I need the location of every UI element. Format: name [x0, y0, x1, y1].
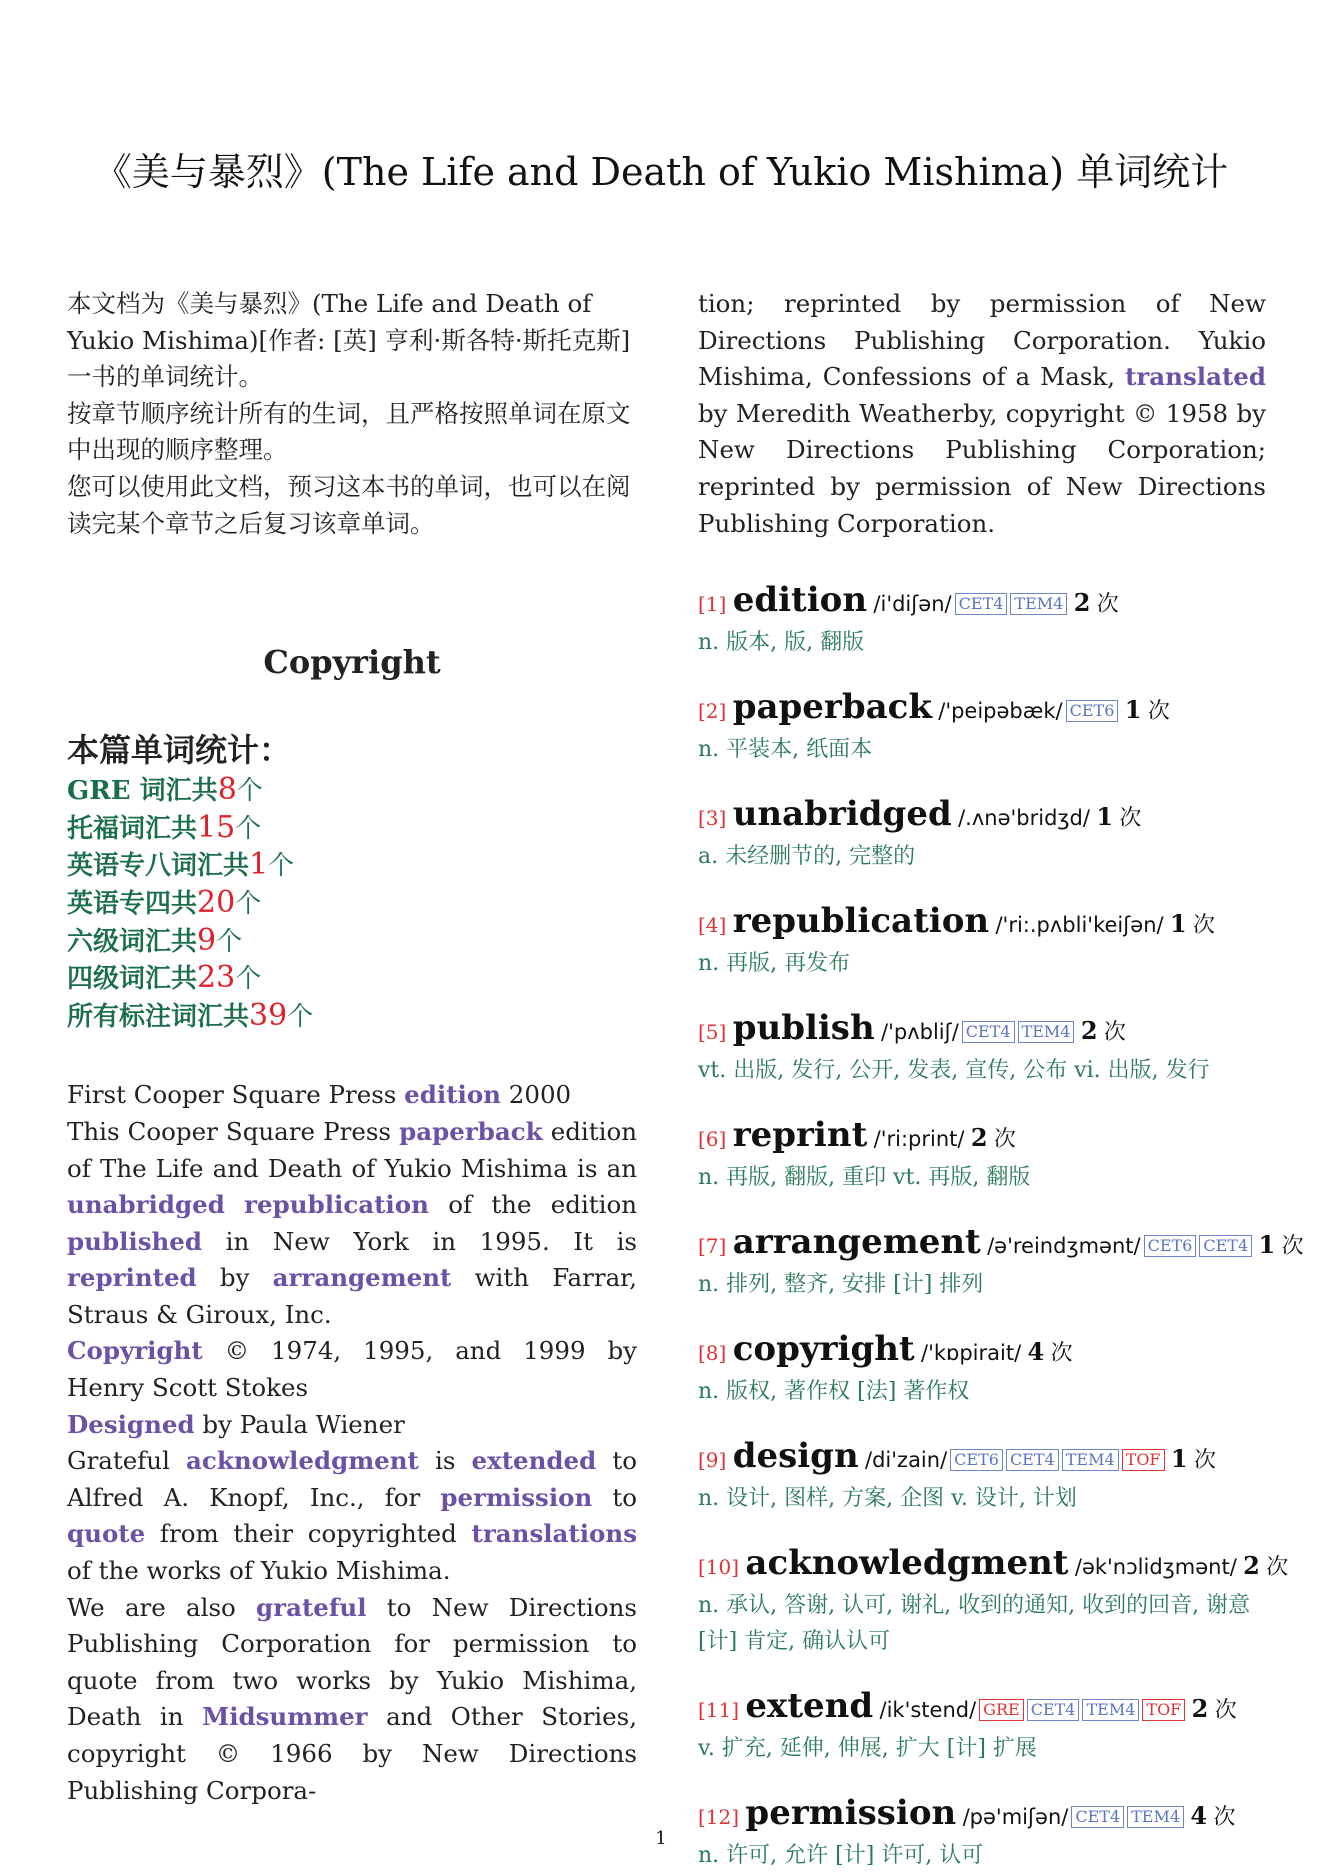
- entry-index: [4]: [698, 913, 727, 938]
- entry-phonetic: /'ri:print/: [873, 1127, 965, 1152]
- entry-index: [3]: [698, 806, 727, 831]
- intro-paragraph-2: 按章节顺序统计所有的生词，且严格按照单词在原文中出现的顺序整理。: [67, 398, 631, 465]
- vocabulary-entry: [698, 687, 1266, 768]
- stat-gre: [67, 772, 637, 810]
- entry-index: [10]: [698, 1555, 740, 1580]
- keyword: Designed: [67, 1409, 195, 1439]
- entry-count: 1: [1124, 695, 1142, 725]
- keyword: extended: [471, 1446, 597, 1476]
- entry-phonetic: /.ʌnə'bridʒd/: [958, 806, 1090, 831]
- entry-definition: n. 承认, 答谢, 认可, 谢礼, 收到的通知, 收到的回音, 谢意 [计] 肯定, 确认认可: [698, 1593, 1251, 1655]
- exam-tag: TEM4: [1018, 1021, 1075, 1043]
- entry-word: edition: [732, 580, 868, 621]
- entry-header: [698, 687, 1266, 732]
- keyword: edition: [404, 1080, 501, 1110]
- entry-phonetic: /ik'stend/: [879, 1698, 977, 1723]
- entry-definition: n. 排列, 整齐, 安排 [计] 排列: [698, 1272, 984, 1298]
- exam-tag: TEM4: [1062, 1449, 1119, 1471]
- keyword: translations: [471, 1519, 637, 1549]
- entry-definition: v. 扩充, 延伸, 伸展, 扩大 [计] 扩展: [698, 1736, 1037, 1762]
- entry-count: 4: [1027, 1337, 1045, 1367]
- prose-line-designed: Designed by Paula Wiener: [67, 1409, 405, 1439]
- stat-unit: 个: [235, 964, 262, 995]
- entry-definition: n. 版权, 著作权 [法] 著作权: [698, 1379, 970, 1405]
- keyword: acknowledgment: [186, 1446, 419, 1476]
- stat-label: 所有标注词汇共: [67, 1001, 250, 1032]
- entry-word: arrangement: [732, 1222, 981, 1263]
- keyword: reprinted: [67, 1263, 197, 1293]
- entry-definition: n. 再版, 再发布: [698, 951, 851, 977]
- entry-phonetic: /'kɒpirait/: [921, 1341, 1022, 1366]
- keyword: republication: [244, 1190, 429, 1220]
- stat-number: 8: [217, 772, 237, 808]
- entry-phonetic: /di'zain/: [865, 1448, 948, 1473]
- entry-count: 1: [1096, 802, 1114, 832]
- entry-index: [2]: [698, 699, 727, 724]
- entry-count-unit: 次: [1281, 1234, 1304, 1260]
- exam-tag: TEM4: [1010, 593, 1067, 615]
- entry-word: extend: [745, 1686, 874, 1727]
- entry-count: 1: [1258, 1230, 1276, 1260]
- vocabulary-entry: [698, 1436, 1266, 1517]
- entry-index: [9]: [698, 1448, 727, 1473]
- vocabulary-entry: [698, 1543, 1289, 1660]
- entry-definition: n. 再版, 翻版, 重印 vt. 再版, 翻版: [698, 1165, 1031, 1191]
- entry-count-unit: 次: [1103, 1020, 1126, 1046]
- entry-count-unit: 次: [1213, 1805, 1236, 1831]
- entry-header: [698, 1115, 1266, 1160]
- intro: [67, 286, 637, 542]
- vocabulary-entry: [698, 1115, 1266, 1196]
- entry-word: paperback: [732, 687, 932, 728]
- entry-phonetic: /i'diʃən/: [873, 592, 952, 617]
- exam-tag: CET6: [1066, 700, 1119, 722]
- stat-label: 托福词汇共: [67, 813, 198, 844]
- stat-tem8: [67, 847, 637, 885]
- entry-definition: n. 版本, 版, 翻版: [698, 630, 865, 656]
- entry-word: permission: [745, 1793, 957, 1834]
- entry-count: 2: [1080, 1016, 1098, 1046]
- entry-phonetic: /'peipəbæk/: [938, 699, 1063, 724]
- entry-index: [1]: [698, 592, 727, 617]
- entry-definition: vt. 出版, 发行, 公开, 发表, 宣传, 公布 vi. 出版, 发行: [698, 1058, 1210, 1084]
- entry-header: [698, 1543, 1289, 1588]
- stat-unit: 个: [235, 888, 262, 919]
- entry-header: [698, 1436, 1266, 1481]
- intro-paragraph-3: 您可以使用此文档，预习这本书的单词，也可以在阅读完某个章节之后复习该章单词。: [67, 471, 631, 538]
- stat-number: 23: [197, 960, 236, 996]
- keyword: permission: [440, 1482, 593, 1512]
- entry-header: [698, 1329, 1266, 1374]
- entry-header: [698, 580, 1266, 625]
- entry-count-unit: 次: [1266, 1555, 1289, 1581]
- left-column: [67, 286, 637, 1809]
- entry-count: 2: [970, 1123, 988, 1153]
- exam-tag: TEM4: [1082, 1699, 1139, 1721]
- stat-unit: 个: [216, 926, 243, 957]
- exam-tag: CET4: [1199, 1235, 1252, 1257]
- entry-count-unit: 次: [1193, 1448, 1216, 1474]
- stat-unit: 个: [268, 851, 295, 882]
- stat-cet4: [67, 960, 637, 998]
- entry-word: copyright: [732, 1329, 915, 1370]
- entry-index: [12]: [698, 1805, 740, 1830]
- keyword: translated: [1125, 362, 1266, 392]
- stats-heading: 本篇单词统计：: [67, 731, 292, 770]
- stat-number: 9: [197, 922, 217, 958]
- vocabulary-entry: [698, 1222, 1304, 1303]
- entry-count-unit: 次: [1214, 1698, 1237, 1724]
- prose-paragraph-continued: tion; reprinted by permission of New Directions Publishing Corporation. Yukio Mishima, Confessions of a Mask, translated by Meredith Weatherby, copyright © 1958 by New Directions Publishing Corporation; reprinted by permission of New Directions Publishing Corporation.: [698, 289, 1266, 538]
- intro-paragraph-1: 本文档为《美与暴烈》(The Life and Death of Yukio Mishima)[作者: [英] 亨利·斯各特·斯托克斯] 一书的单词统计。: [67, 289, 631, 392]
- entry-count-unit: 次: [1193, 913, 1216, 939]
- stats-list: [67, 772, 637, 1035]
- entry-count-unit: 次: [993, 1127, 1016, 1153]
- stat-label: 英语专八词汇共: [67, 851, 250, 882]
- entry-header: [698, 794, 1266, 839]
- prose-paragraph-grateful: Grateful acknowledgment is extended to Alfred A. Knopf, Inc., for permission to quote from their copyrighted translations of the works of Yukio Mishima.: [67, 1446, 637, 1586]
- stat-unit: 个: [236, 776, 263, 807]
- exam-tag: CET4: [1071, 1806, 1124, 1828]
- entry-definition: n. 平装本, 纸面本: [698, 737, 873, 763]
- entry-word: reprint: [732, 1115, 868, 1156]
- keyword: unabridged: [67, 1190, 225, 1220]
- entry-index: [11]: [698, 1698, 740, 1723]
- entry-index: [5]: [698, 1020, 727, 1045]
- keyword: grateful: [256, 1592, 367, 1622]
- entry-count: 2: [1243, 1551, 1260, 1581]
- entry-word: design: [732, 1436, 859, 1477]
- exam-tag: CET6: [950, 1449, 1003, 1471]
- entry-header: [698, 1008, 1266, 1053]
- entry-word: republication: [732, 901, 990, 942]
- entry-header: [698, 1222, 1304, 1267]
- keyword: paperback: [399, 1116, 543, 1146]
- keyword: quote: [67, 1519, 146, 1549]
- stat-label: 英语专四共: [67, 888, 198, 919]
- stat-cet6: [67, 923, 637, 961]
- stat-number: 15: [197, 809, 236, 845]
- exam-tag: GRE: [979, 1699, 1024, 1721]
- exam-tag: CET4: [955, 593, 1008, 615]
- stat-label: 四级词汇共: [67, 964, 198, 995]
- page-title: 《美与暴烈》(The Life and Death of Yukio Mishima) 单词统计: [93, 150, 1229, 194]
- exam-tag: CET4: [962, 1021, 1015, 1043]
- entry-phonetic: /ək'nɔlidʒmənt/: [1074, 1555, 1237, 1580]
- entry-header: [698, 901, 1266, 946]
- entry-word: publish: [732, 1008, 875, 1049]
- entry-word: acknowledgment: [745, 1543, 1069, 1584]
- right-column: [698, 286, 1304, 1874]
- exam-tag: TOF: [1142, 1699, 1185, 1721]
- keyword: arrangement: [272, 1263, 452, 1293]
- exam-tag: CET6: [1144, 1235, 1197, 1257]
- exam-tag: CET4: [1006, 1449, 1059, 1471]
- entry-phonetic: /'pʌbliʃ/: [881, 1020, 959, 1045]
- exam-tag: TEM4: [1127, 1806, 1184, 1828]
- stat-tem4: [67, 885, 637, 923]
- stat-number: 1: [249, 847, 269, 883]
- exam-tag: CET4: [1027, 1699, 1080, 1721]
- entry-count: 4: [1190, 1801, 1208, 1831]
- entry-index: [7]: [698, 1234, 727, 1259]
- exam-tag: TOF: [1122, 1449, 1165, 1471]
- entry-phonetic: /ə'reindʒmənt/: [987, 1234, 1141, 1259]
- page-number: 1: [655, 1828, 667, 1849]
- entry-index: [8]: [698, 1341, 727, 1366]
- entry-definition: n. 设计, 图样, 方案, 企图 v. 设计, 计划: [698, 1486, 1077, 1512]
- entry-phonetic: /pə'miʃən/: [962, 1805, 1069, 1830]
- entry-count-unit: 次: [1147, 699, 1170, 725]
- vocabulary-entry: [698, 1686, 1266, 1767]
- stat-toefl: [67, 810, 637, 848]
- entry-phonetic: /'ri:.pʌbli'keiʃən/: [995, 913, 1164, 938]
- entry-index: [6]: [698, 1127, 727, 1152]
- prose-paragraph-new-directions: We are also grateful to New Directions Publishing Corporation for permission to quote from two works by Yukio Mishima, Death in Midsummer and Other Stories, copyright © 1966 by New Directions Publishing Corpora-: [67, 1592, 637, 1805]
- entry-count-unit: 次: [1119, 806, 1142, 832]
- stat-number: 20: [197, 884, 236, 920]
- copyright-text: [67, 1077, 637, 1809]
- prose-line-edition: First Cooper Square Press edition 2000: [67, 1080, 572, 1110]
- entry-count: 1: [1170, 1444, 1188, 1474]
- keyword: Copyright: [67, 1336, 203, 1366]
- stat-unit: 个: [235, 813, 262, 844]
- vocabulary-entry: [698, 794, 1266, 875]
- section-title: Copyright: [263, 643, 441, 682]
- entry-definition: n. 许可, 允许 [计] 许可, 认可: [698, 1843, 984, 1869]
- stat-label: GRE 词汇共: [67, 776, 218, 807]
- entry-count: 2: [1191, 1694, 1209, 1724]
- stat-number: 39: [249, 997, 288, 1033]
- keyword: Midsummer: [202, 1702, 368, 1732]
- entry-count: 2: [1073, 588, 1091, 618]
- stat-unit: 个: [287, 1001, 314, 1032]
- prose-paragraph-paperback: This Cooper Square Press paperback edition of The Life and Death of Yukio Mishima is an unabridged republication of the edition published in New York in 1995. It is reprinted by arrangement with Farrar, Straus & Giroux, Inc.: [67, 1116, 637, 1329]
- prose-line-copyright: Copyright © 1974, 1995, and 1999 by Henry Scott Stokes: [67, 1336, 637, 1403]
- stat-all: [67, 998, 637, 1036]
- stat-label: 六级词汇共: [67, 926, 198, 957]
- entry-count-unit: 次: [1096, 592, 1119, 618]
- entry-header: [698, 1686, 1266, 1731]
- vocabulary-entry: [698, 580, 1266, 661]
- entry-definition: a. 未经删节的, 完整的: [698, 844, 916, 870]
- keyword: published: [67, 1226, 203, 1256]
- entry-word: unabridged: [732, 794, 952, 835]
- entry-count: 1: [1169, 909, 1187, 939]
- vocabulary-entry: [698, 901, 1266, 982]
- vocabulary-entry: [698, 1008, 1266, 1089]
- vocabulary-list: [698, 580, 1304, 1874]
- entry-count-unit: 次: [1050, 1341, 1073, 1367]
- vocabulary-entry: [698, 1329, 1266, 1410]
